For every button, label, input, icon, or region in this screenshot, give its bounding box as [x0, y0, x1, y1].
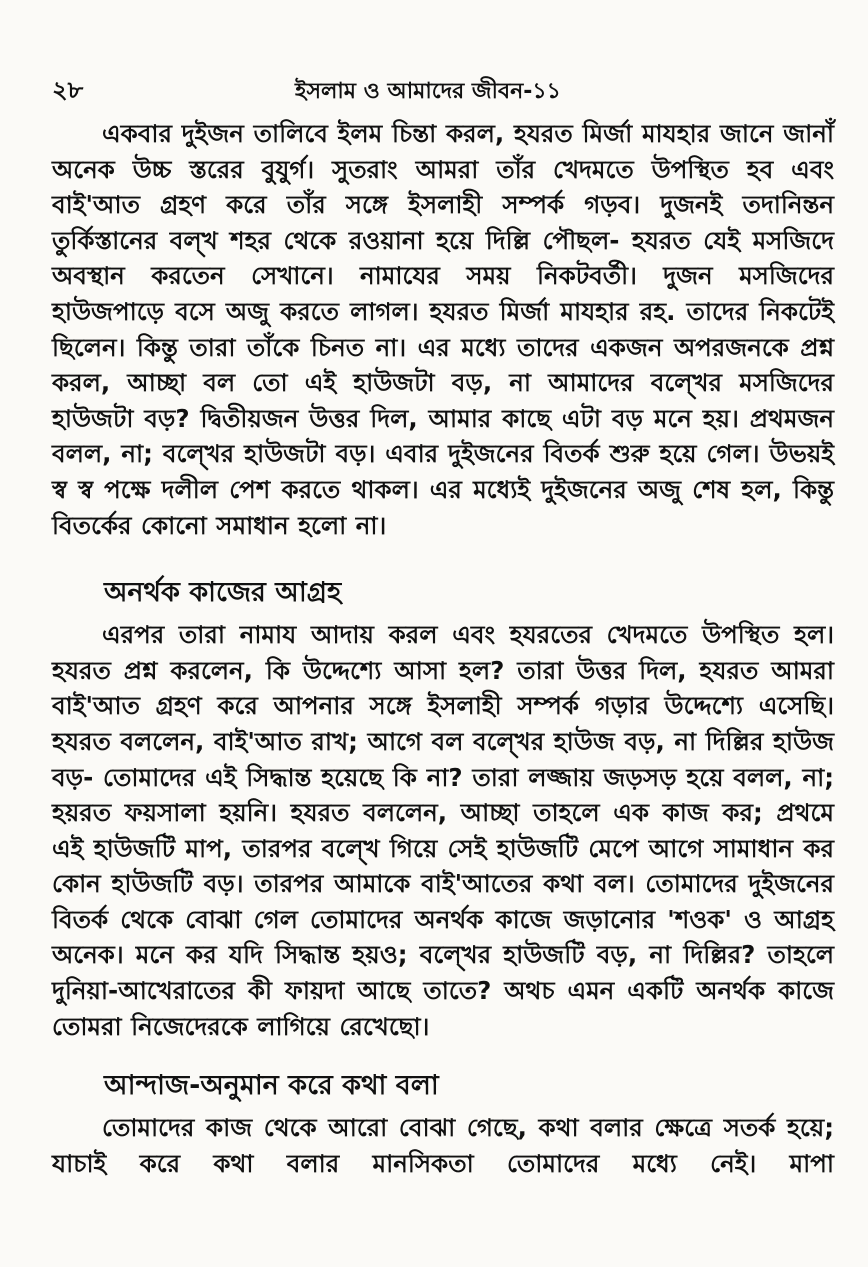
section-heading: আন্দাজ-অনুমান করে কথা বলা — [104, 1070, 439, 1102]
section-heading: অনর্থক কাজের আগ্রহ — [104, 577, 342, 609]
body-paragraph: তোমাদের কাজ থেকে আরো বোঝা গেছে, কথা বলার ক্ষেত্রে সতর্ক হয়ে; যাচাই করে কথা বলার মানসিকতা তোমাদের মধ্যে নেই। মাপা — [52, 1113, 834, 1178]
running-header — [52, 72, 834, 112]
body-paragraph: এরপর তারা নামায আদায় করল এবং হযরতের খেদমতে উপস্থিত হল। হযরত প্রশ্ন করলেন, কি উদ্দেশ্যে আসা হল? তারা উত্তর দিল, হযরত আমরা বাই'আত গ্রহণ করে আপনার সঙ্গে ইসলাহী সম্পর্ক গড়ার উদ্দেশ্যে এসেছি। হযরত বললেন, বাই'আত রাখ; আগে বল বল্খের হাউজ বড়, না দিল্লির হাউজ বড়- তোমাদের এই সিদ্ধান্ত হয়েছে কি না? তারা লজ্জায় জড়সড় হয়ে বলল, না; হয়রত ফয়সালা হয়নি। হযরত বললেন, আচ্ছা তাহলে এক কাজ কর; প্রথমে এই হাউজটি মাপ, তারপর বল্খে গিয়ে সেই হাউজটি মেপে আগে সামাধান কর কোন হাউজটি বড়। তারপর আমাকে বাই'আতের কথা বল। তোমাদের দুইজনের বিতর্ক থেকে বোঝা গেল তোমাদের অনর্থক কাজে জড়ানোর 'শওক' ও আগ্রহ অনেক। মনে কর যদি সিদ্ধান্ত হয়ও; বল্খের হাউজটি বড়, না দিল্লির? তাহলে দুনিয়া-আখেরাতের কী ফায়দা আছে তাতে? অথচ এমন একটি অনর্থক কাজে তোমরা নিজেদেরকে লাগিয়ে রেখেছো। — [52, 620, 834, 1041]
book-title: ইসলাম ও আমাদের জীবন-১১ — [295, 79, 561, 104]
body-paragraph: একবার দুইজন তালিবে ইলম চিন্তা করল, হযরত মির্জা মাযহার জানে জানাঁ অনেক উচ্চ স্তরের বুযুর্গ। সুতরাং আমরা তাঁর খেদমতে উপস্থিত হব এবং বাই'আত গ্রহণ করে তাঁর সঙ্গে ইসলাহী সম্পর্ক গড়ব। দুজনই তদানিন্তন তুর্কিস্তানের বল্খ শহর থেকে রওয়ানা হয়ে দিল্লি পৌছল- হযরত যেই মসজিদে অবস্থান করতেন সেখানে। নামাযের সময় নিকটবর্তী। দুজন মসজিদের হাউজপাড়ে বসে অজু করতে লাগল। হযরত মির্জা মাযহার রহ. তাদের নিকটেই ছিলেন। কিন্তু তারা তাঁকে চিনত না। এর মধ্যে তাদের একজন অপরজনকে প্রশ্ন করল, আচ্ছা বল তো এই হাউজটা বড়, না আমাদের বল্খের মসজিদের হাউজটা বড়? দ্বিতীয়জন উত্তর দিল, আমার কাছে এটা বড় মনে হয়। প্রথমজন বলল, না; বল্খের হাউজটা বড়। এবার দুইজনের বিতর্ক শুরু হয়ে গেল। উভয়ই স্ব স্ব পক্ষে দলীল পেশ করতে থাকল। এর মধ্যেই দুইজনের অজু শেষ হল, কিন্তু বিতর্কের কোনো সমাধান হলো না। — [52, 119, 834, 540]
page-number: ২৮ — [52, 76, 84, 104]
